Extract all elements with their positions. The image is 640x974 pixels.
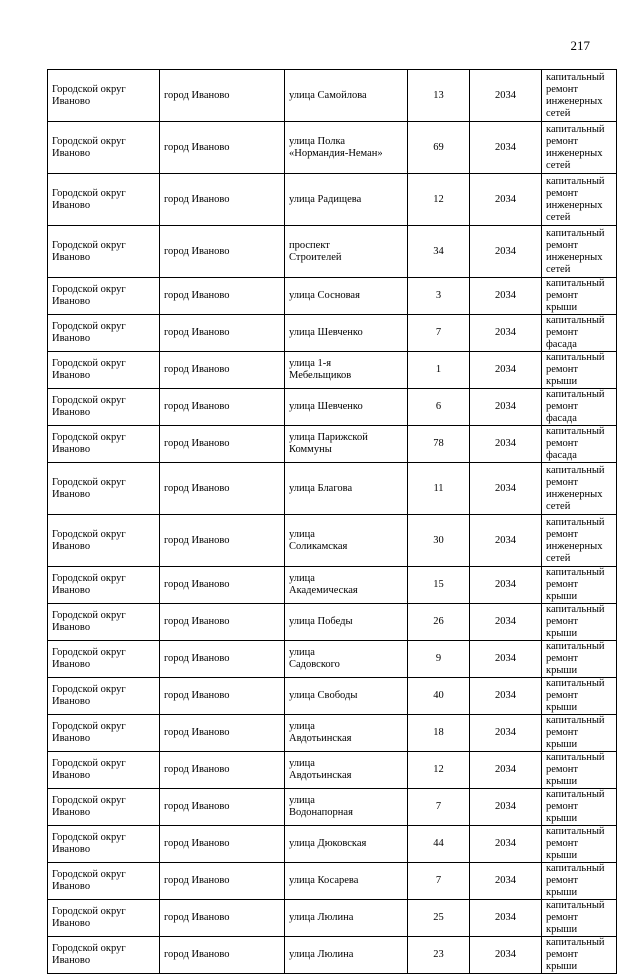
district-cell: Городской округ Иваново bbox=[48, 389, 160, 426]
table-row bbox=[48, 826, 617, 863]
year-cell: 2034 bbox=[470, 678, 542, 715]
year-cell: 2034 bbox=[470, 937, 542, 974]
year-cell: 2034 bbox=[470, 426, 542, 463]
district-cell: Городской округ Иваново bbox=[48, 863, 160, 900]
year-cell: 2034 bbox=[470, 389, 542, 426]
table-row bbox=[48, 122, 617, 174]
work-type-cell: капитальный ремонт фасада bbox=[542, 426, 617, 463]
district-cell: Городской округ Иваново bbox=[48, 567, 160, 604]
street-cell: улица Шевченко bbox=[285, 389, 408, 426]
house-number-cell: 12 bbox=[408, 752, 470, 789]
city-cell: город Иваново bbox=[160, 122, 285, 174]
work-type-cell: капитальный ремонт инженерных сетей bbox=[542, 122, 617, 174]
city-cell: город Иваново bbox=[160, 278, 285, 315]
work-type-cell: капитальный ремонт инженерных сетей bbox=[542, 515, 617, 567]
work-type-cell: капитальный ремонт крыши bbox=[542, 278, 617, 315]
city-cell: город Иваново bbox=[160, 752, 285, 789]
street-cell: улица Водонапорная bbox=[285, 789, 408, 826]
district-cell: Городской округ Иваново bbox=[48, 604, 160, 641]
street-cell: улица 1-я Мебельщиков bbox=[285, 352, 408, 389]
table-row bbox=[48, 70, 617, 122]
house-number-cell: 44 bbox=[408, 826, 470, 863]
table-row bbox=[48, 426, 617, 463]
year-cell: 2034 bbox=[470, 863, 542, 900]
street-cell: улица Радищева bbox=[285, 174, 408, 226]
house-number-cell: 11 bbox=[408, 463, 470, 515]
house-number-cell: 6 bbox=[408, 389, 470, 426]
city-cell: город Иваново bbox=[160, 463, 285, 515]
street-cell: улица Полка «Нормандия-Неман» bbox=[285, 122, 408, 174]
city-cell: город Иваново bbox=[160, 389, 285, 426]
district-cell: Городской округ Иваново bbox=[48, 515, 160, 567]
house-number-cell: 34 bbox=[408, 226, 470, 278]
city-cell: город Иваново bbox=[160, 226, 285, 278]
street-cell: проспект Строителей bbox=[285, 226, 408, 278]
district-cell: Городской округ Иваново bbox=[48, 278, 160, 315]
work-type-cell: капитальный ремонт крыши bbox=[542, 678, 617, 715]
work-type-cell: капитальный ремонт крыши bbox=[542, 715, 617, 752]
street-cell: улица Свободы bbox=[285, 678, 408, 715]
city-cell: город Иваново bbox=[160, 789, 285, 826]
year-cell: 2034 bbox=[470, 315, 542, 352]
street-cell: улица Самойлова bbox=[285, 70, 408, 122]
city-cell: город Иваново bbox=[160, 641, 285, 678]
year-cell: 2034 bbox=[470, 641, 542, 678]
table-row bbox=[48, 463, 617, 515]
street-cell: улица Люлина bbox=[285, 937, 408, 974]
street-cell: улица Дюковская bbox=[285, 826, 408, 863]
city-cell: город Иваново bbox=[160, 426, 285, 463]
year-cell: 2034 bbox=[470, 900, 542, 937]
housing-repair-table bbox=[47, 69, 617, 974]
house-number-cell: 69 bbox=[408, 122, 470, 174]
city-cell: город Иваново bbox=[160, 715, 285, 752]
table-row bbox=[48, 900, 617, 937]
district-cell: Городской округ Иваново bbox=[48, 226, 160, 278]
table-row bbox=[48, 937, 617, 974]
table-row bbox=[48, 515, 617, 567]
work-type-cell: капитальный ремонт инженерных сетей bbox=[542, 226, 617, 278]
house-number-cell: 1 bbox=[408, 352, 470, 389]
city-cell: город Иваново bbox=[160, 174, 285, 226]
year-cell: 2034 bbox=[470, 604, 542, 641]
year-cell: 2034 bbox=[470, 789, 542, 826]
work-type-cell: капитальный ремонт крыши bbox=[542, 826, 617, 863]
work-type-cell: капитальный ремонт инженерных сетей bbox=[542, 70, 617, 122]
house-number-cell: 23 bbox=[408, 937, 470, 974]
table-row bbox=[48, 789, 617, 826]
table-row bbox=[48, 174, 617, 226]
table-row bbox=[48, 604, 617, 641]
house-number-cell: 30 bbox=[408, 515, 470, 567]
table-row bbox=[48, 352, 617, 389]
table-row bbox=[48, 641, 617, 678]
house-number-cell: 9 bbox=[408, 641, 470, 678]
table-row bbox=[48, 752, 617, 789]
work-type-cell: капитальный ремонт крыши bbox=[542, 789, 617, 826]
district-cell: Городской округ Иваново bbox=[48, 352, 160, 389]
year-cell: 2034 bbox=[470, 122, 542, 174]
work-type-cell: капитальный ремонт крыши bbox=[542, 863, 617, 900]
work-type-cell: капитальный ремонт крыши bbox=[542, 604, 617, 641]
street-cell: улица Садовского bbox=[285, 641, 408, 678]
city-cell: город Иваново bbox=[160, 515, 285, 567]
year-cell: 2034 bbox=[470, 463, 542, 515]
house-number-cell: 3 bbox=[408, 278, 470, 315]
street-cell: улица Благова bbox=[285, 463, 408, 515]
year-cell: 2034 bbox=[470, 515, 542, 567]
year-cell: 2034 bbox=[470, 352, 542, 389]
work-type-cell: капитальный ремонт фасада bbox=[542, 389, 617, 426]
city-cell: город Иваново bbox=[160, 352, 285, 389]
work-type-cell: капитальный ремонт крыши bbox=[542, 352, 617, 389]
house-number-cell: 15 bbox=[408, 567, 470, 604]
work-type-cell: капитальный ремонт крыши bbox=[542, 900, 617, 937]
house-number-cell: 25 bbox=[408, 900, 470, 937]
table-row bbox=[48, 863, 617, 900]
house-number-cell: 18 bbox=[408, 715, 470, 752]
table-row bbox=[48, 567, 617, 604]
table-row bbox=[48, 678, 617, 715]
work-type-cell: капитальный ремонт крыши bbox=[542, 752, 617, 789]
table-body bbox=[48, 70, 617, 974]
city-cell: город Иваново bbox=[160, 826, 285, 863]
table-row bbox=[48, 715, 617, 752]
district-cell: Городской округ Иваново bbox=[48, 426, 160, 463]
work-type-cell: капитальный ремонт крыши bbox=[542, 567, 617, 604]
work-type-cell: капитальный ремонт инженерных сетей bbox=[542, 463, 617, 515]
street-cell: улица Люлина bbox=[285, 900, 408, 937]
table-row bbox=[48, 389, 617, 426]
street-cell: улица Соликамская bbox=[285, 515, 408, 567]
work-type-cell: капитальный ремонт крыши bbox=[542, 937, 617, 974]
house-number-cell: 40 bbox=[408, 678, 470, 715]
house-number-cell: 7 bbox=[408, 789, 470, 826]
street-cell: улица Парижской Коммуны bbox=[285, 426, 408, 463]
district-cell: Городской округ Иваново bbox=[48, 715, 160, 752]
table-row bbox=[48, 226, 617, 278]
district-cell: Городской округ Иваново bbox=[48, 900, 160, 937]
year-cell: 2034 bbox=[470, 752, 542, 789]
district-cell: Городской округ Иваново bbox=[48, 789, 160, 826]
house-number-cell: 26 bbox=[408, 604, 470, 641]
year-cell: 2034 bbox=[470, 226, 542, 278]
district-cell: Городской округ Иваново bbox=[48, 122, 160, 174]
district-cell: Городской округ Иваново bbox=[48, 70, 160, 122]
district-cell: Городской округ Иваново bbox=[48, 315, 160, 352]
work-type-cell: капитальный ремонт инженерных сетей bbox=[542, 174, 617, 226]
table-row bbox=[48, 278, 617, 315]
year-cell: 2034 bbox=[470, 826, 542, 863]
city-cell: город Иваново bbox=[160, 70, 285, 122]
street-cell: улица Победы bbox=[285, 604, 408, 641]
house-number-cell: 13 bbox=[408, 70, 470, 122]
work-type-cell: капитальный ремонт крыши bbox=[542, 641, 617, 678]
table-row bbox=[48, 315, 617, 352]
street-cell: улица Авдотьинская bbox=[285, 715, 408, 752]
city-cell: город Иваново bbox=[160, 678, 285, 715]
district-cell: Городской округ Иваново bbox=[48, 752, 160, 789]
house-number-cell: 7 bbox=[408, 863, 470, 900]
city-cell: город Иваново bbox=[160, 604, 285, 641]
city-cell: город Иваново bbox=[160, 863, 285, 900]
year-cell: 2034 bbox=[470, 70, 542, 122]
district-cell: Городской округ Иваново bbox=[48, 826, 160, 863]
city-cell: город Иваново bbox=[160, 567, 285, 604]
year-cell: 2034 bbox=[470, 174, 542, 226]
city-cell: город Иваново bbox=[160, 315, 285, 352]
street-cell: улица Академическая bbox=[285, 567, 408, 604]
street-cell: улица Косарева bbox=[285, 863, 408, 900]
year-cell: 2034 bbox=[470, 567, 542, 604]
district-cell: Городской округ Иваново bbox=[48, 463, 160, 515]
year-cell: 2034 bbox=[470, 278, 542, 315]
house-number-cell: 7 bbox=[408, 315, 470, 352]
district-cell: Городской округ Иваново bbox=[48, 678, 160, 715]
street-cell: улица Сосновая bbox=[285, 278, 408, 315]
district-cell: Городской округ Иваново bbox=[48, 641, 160, 678]
year-cell: 2034 bbox=[470, 715, 542, 752]
district-cell: Городской округ Иваново bbox=[48, 937, 160, 974]
district-cell: Городской округ Иваново bbox=[48, 174, 160, 226]
street-cell: улица Шевченко bbox=[285, 315, 408, 352]
house-number-cell: 12 bbox=[408, 174, 470, 226]
page-number: 217 bbox=[570, 38, 590, 53]
city-cell: город Иваново bbox=[160, 900, 285, 937]
city-cell: город Иваново bbox=[160, 937, 285, 974]
work-type-cell: капитальный ремонт фасада bbox=[542, 315, 617, 352]
street-cell: улица Авдотьинская bbox=[285, 752, 408, 789]
house-number-cell: 78 bbox=[408, 426, 470, 463]
